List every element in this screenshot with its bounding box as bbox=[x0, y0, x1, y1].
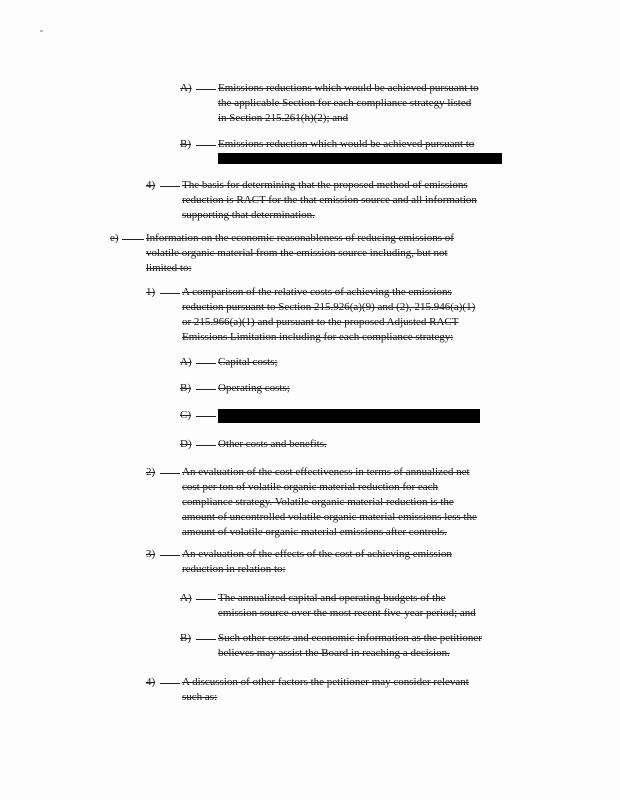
scan-speck bbox=[40, 30, 43, 32]
text-line: reduction is RACT for the that emission source and all information bbox=[182, 194, 477, 206]
item-text bbox=[218, 81, 479, 126]
item-text bbox=[182, 285, 475, 345]
item-label: 4) bbox=[146, 676, 156, 688]
item-text bbox=[182, 178, 477, 223]
item-label: e) bbox=[110, 232, 119, 244]
text-line: A comparison of the relative costs of achieving the emissions bbox=[182, 286, 452, 298]
text-line: A discussion of other factors the petitioner may consider relevant bbox=[182, 676, 469, 688]
item-text bbox=[182, 547, 452, 577]
text-line: amount of volatile organic material emissions after controls. bbox=[182, 526, 447, 538]
item-label: 2) bbox=[146, 466, 156, 478]
strike-connector bbox=[160, 186, 180, 187]
item-label: D) bbox=[180, 438, 192, 450]
text-line: The basis for determining that the proposed method of emissions bbox=[182, 179, 468, 191]
text-line: or 215.966(a)(1) and pursuant to the proposed Adjusted RACT bbox=[182, 316, 459, 328]
item-text bbox=[182, 675, 469, 705]
text-line: The annualized capital and operating budgets of the bbox=[218, 592, 446, 604]
text-line: Operating costs; bbox=[218, 382, 290, 394]
text-line: reduction pursuant to Section 215.926(a)(9) and (2), 215.946(a)(1) bbox=[182, 301, 476, 313]
text-line: Emissions reductions which would be achieved pursuant to bbox=[218, 82, 479, 94]
item-text bbox=[182, 465, 477, 540]
text-line: cost per ton of volatile organic material reduction for each bbox=[182, 481, 439, 493]
item-label: 1) bbox=[146, 286, 156, 298]
text-line: reduction in relation to: bbox=[182, 563, 286, 575]
text-line: Other costs and benefits. bbox=[218, 438, 327, 450]
strike-connector bbox=[160, 293, 180, 294]
strike-connector bbox=[196, 389, 216, 390]
text-line: volatile organic material from the emission source including, but not bbox=[146, 247, 448, 259]
strike-connector bbox=[196, 416, 216, 417]
item-label: 4) bbox=[146, 179, 156, 191]
text-line: compliance strategy. Volatile organic material reduction is the bbox=[182, 496, 454, 508]
item-text bbox=[218, 355, 278, 370]
text-line: amount of uncontrolled volatile organic material emissions less the bbox=[182, 511, 477, 523]
strike-connector bbox=[196, 599, 216, 600]
strike-connector bbox=[196, 145, 216, 146]
text-line: supporting that determination. bbox=[182, 209, 315, 221]
strike-connector bbox=[196, 639, 216, 640]
item-text bbox=[218, 381, 290, 396]
item-label: B) bbox=[180, 138, 191, 150]
text-line: Capital costs; bbox=[218, 356, 278, 368]
item-label: C) bbox=[180, 409, 191, 421]
item-label: B) bbox=[180, 632, 191, 644]
text-line: An evaluation of the cost effectiveness in terms of annualized net bbox=[182, 466, 470, 478]
item-label: A) bbox=[180, 356, 192, 368]
text-line: such as: bbox=[182, 691, 218, 703]
strike-connector bbox=[160, 683, 180, 684]
text-line: Emissions Limitation including for each compliance strategy: bbox=[182, 331, 454, 343]
text-line: the applicable Section for each compliance strategy listed bbox=[218, 97, 472, 109]
text-line: Emissions reduction which would be achieved pursuant to bbox=[218, 138, 475, 150]
item-text bbox=[218, 591, 476, 621]
strike-connector bbox=[160, 473, 180, 474]
strike-connector bbox=[160, 555, 180, 556]
strike-connector bbox=[122, 239, 144, 240]
strike-connector bbox=[196, 445, 216, 446]
item-label: 3) bbox=[146, 548, 156, 560]
text-line: believes may assist the Board in reaching a decision. bbox=[218, 647, 450, 659]
item-label: B) bbox=[180, 382, 191, 394]
item-label: A) bbox=[180, 82, 192, 94]
strike-connector bbox=[196, 89, 216, 90]
text-line: emission source over the most recent five-year period; and bbox=[218, 607, 476, 619]
text-line: An evaluation of the effects of the cost of achieving emission bbox=[182, 548, 452, 560]
redaction-bar bbox=[218, 153, 502, 164]
item-text bbox=[218, 137, 474, 152]
item-text bbox=[218, 631, 482, 661]
text-line: limited to: bbox=[146, 262, 192, 274]
item-text bbox=[218, 437, 327, 452]
text-line: Information on the economic reasonableness of reducing emissions of bbox=[146, 232, 454, 244]
strike-connector bbox=[196, 363, 216, 364]
redaction-bar bbox=[218, 409, 480, 423]
item-label: A) bbox=[180, 592, 192, 604]
text-line: Such other costs and economic information as the petitioner bbox=[218, 632, 482, 644]
item-text bbox=[146, 231, 454, 276]
text-line: in Section 215.261(h)(2); and bbox=[218, 112, 349, 124]
